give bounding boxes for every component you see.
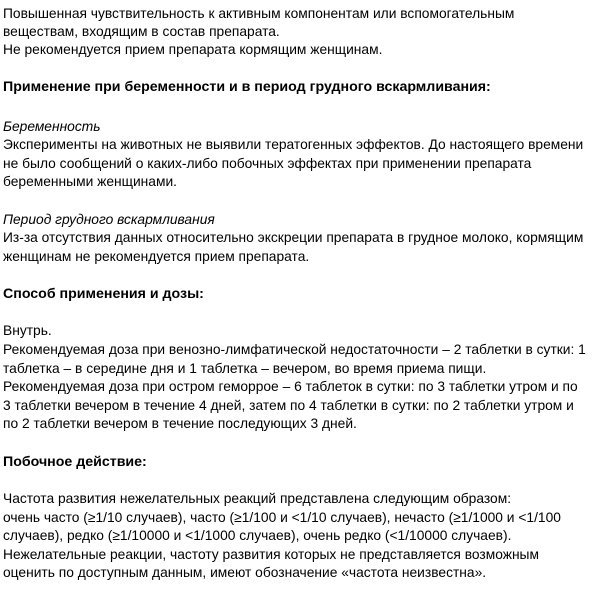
text-line: беременными женщинами. (3, 174, 178, 189)
text-line: Нежелательные реакции, частоту развития которых не представляется возможным (3, 547, 539, 562)
text-line: 3 таблетки вечером в течение 4 дней, затем по 4 таблетки в сутки: по 2 таблетки утром и (3, 398, 574, 413)
text-line: Рекомендуемая доза при венозно-лимфатической недостаточности – 2 таблетки в сутки: 1 (3, 342, 586, 357)
section-heading: Побочное действие: (3, 454, 147, 470)
text-line: Частота развития нежелательных реакций представлена следующим образом: (3, 491, 512, 506)
text-line: веществам, входящим в состав препарата. (3, 24, 280, 39)
text-line: женщинам не рекомендуется прием препарата. (3, 249, 310, 264)
text-line: оценить по доступным данным, имеют обозначение «частота неизвестна». (3, 565, 487, 580)
subsection-heading: Беременность (3, 119, 101, 134)
text-line: Эксперименты на животных не выявили тератогенных эффектов. До настоящего времени (3, 137, 584, 152)
text-line: таблетка – в середине дня и 1 таблетка – вечером, во время приема пищи. (3, 361, 487, 376)
text-line: Внутрь. (3, 323, 52, 338)
section-heading: Применение при беременности и в период грудного вскармливания: (3, 79, 491, 95)
text-line: по 2 таблетки вечером в течение последующих 3 дней. (3, 416, 357, 431)
text-line: Из-за отсутствия данных относительно экскреции препарата в грудное молоко, кормящим (3, 230, 584, 245)
text-line: Не рекомендуется прием препарата кормящим женщинам. (3, 42, 383, 57)
text-line: Рекомендуемая доза при остром геморрое – 6 таблеток в сутки: по 3 таблетки утром и по (3, 379, 578, 394)
text-line: Повышенная чувствительность к активным компонентам или вспомогательным (3, 6, 515, 21)
section-heading: Способ применения и дозы: (3, 286, 204, 302)
text-line: очень часто (≥1/10 случаев), часто (≥1/100 и <1/10 случаев), нечасто (≥1/1000 и <1/100 (3, 510, 561, 525)
text-line: не было сообщений о каких-либо побочных эффектах при применении препарата (3, 156, 532, 171)
subsection-heading: Период грудного вскармливания (3, 212, 215, 227)
text-line: случаев), редко (≥1/10000 и <1/1000 случаев), очень редко (<1/10000 случаев). (3, 528, 512, 543)
